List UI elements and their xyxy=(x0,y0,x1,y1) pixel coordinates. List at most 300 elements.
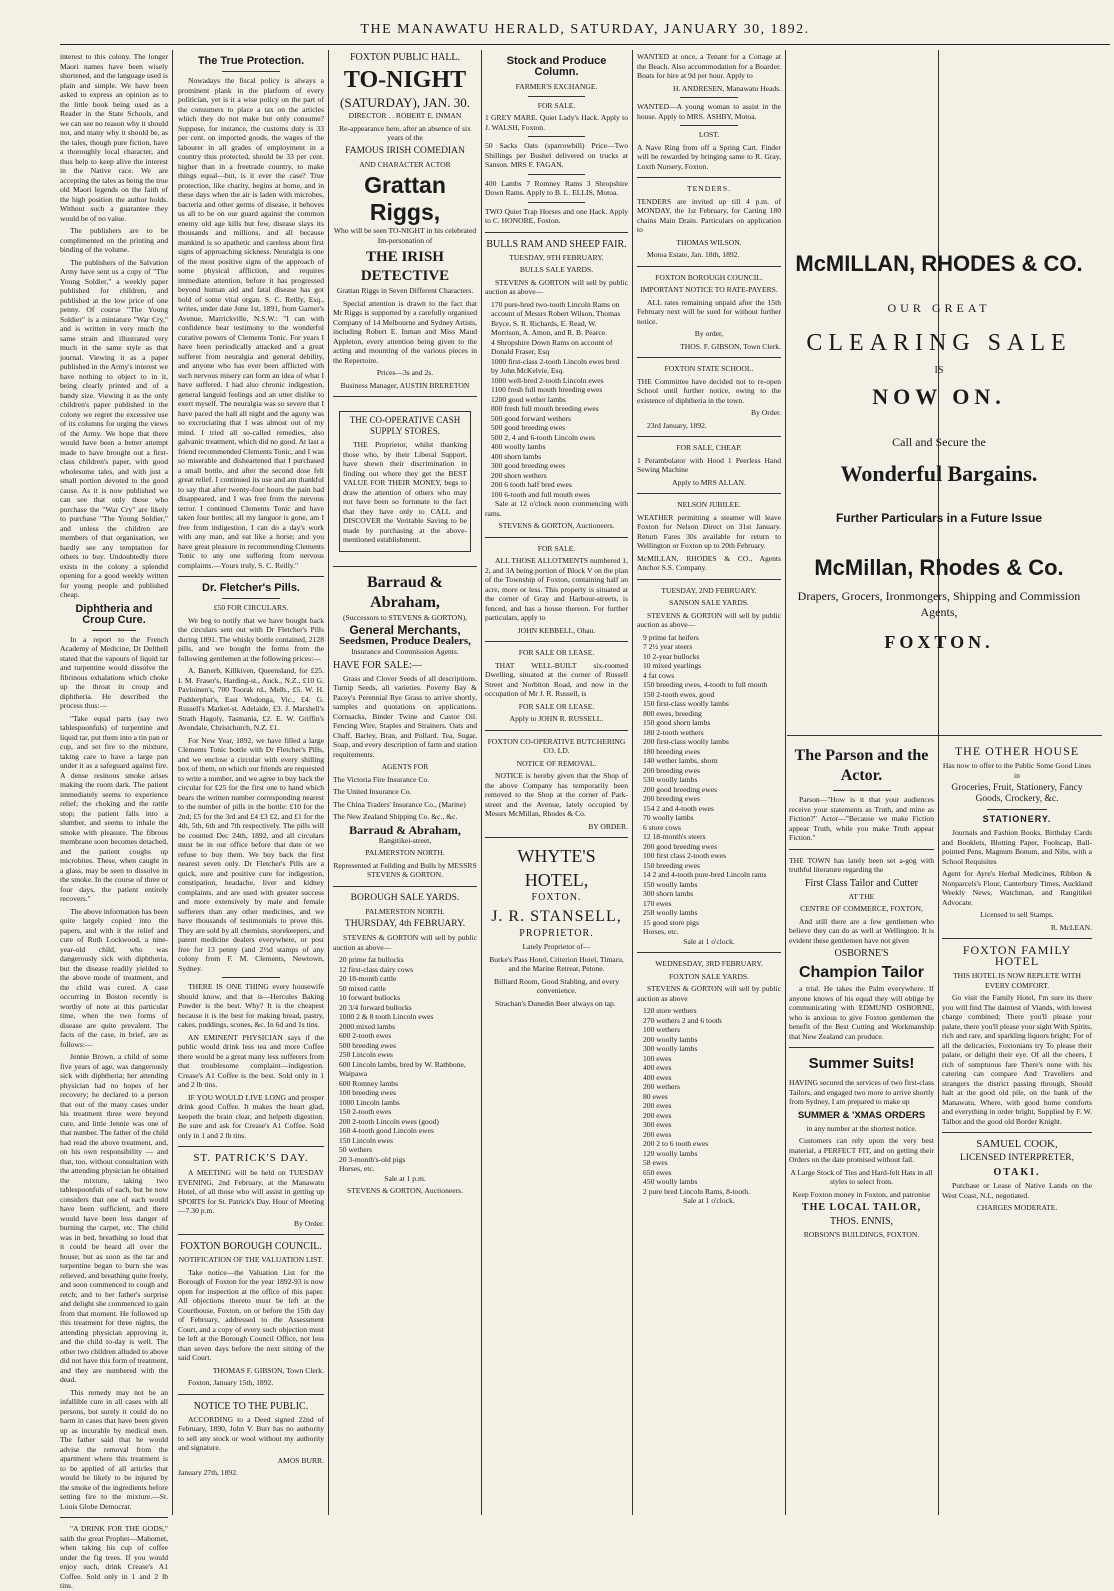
advert-text: Journals and Fashion Books, Birthday Cards and Booklets, Blotting Paper, Foolscap, Ball-pointed Pens, Magnum Bonum, and Nibs, with a School Requisites xyxy=(942,828,1092,866)
subheading: First Class Tailor and Cutter xyxy=(805,877,918,889)
headline: TO-NIGHT xyxy=(343,67,467,93)
divider xyxy=(637,357,781,358)
advert-text: Re-appearance here, after an absence of six years of the xyxy=(339,123,471,142)
headline: THE CO-OPERATIVE CASH SUPPLY STORES. xyxy=(349,415,461,436)
divider xyxy=(789,1047,934,1048)
advert-text: Sale at 1 o'clock. xyxy=(683,1196,735,1205)
advert-text: IF YOU WOULD LIVE LONG and prosper drink good Coffee. It makes the heart glad, keepeth the brain clear, and helpeth digestion. Be sure and ask for Crease's A1 Coffee. Sold only in 1 and 2 lb tins. xyxy=(178,1092,324,1140)
divider xyxy=(333,396,477,397)
advert-text: Sale at 12 o'clock noon commencing with rams. xyxy=(485,499,628,518)
column-3 xyxy=(333,52,477,1512)
divider xyxy=(942,1132,1092,1133)
article-text: "Take equal parts (say two tablespoonfuls) of turpentine and liquid tar, put them into a tin pan or cup, and set fire to the mixture, taking care to have a large pan under it as a safeguard against fire. A dense resinous smoke arises making the room dark. The patient immediately seems to experience relief; the choking and the rattle stop; the patient falls into a slumber, and seems to inhale the smoke with pleasure. The fibrous membrane soon becomes detached, and the patient coughs up microbites. These, when caught in a glass, may be seen to dissolve in the smoke. In the course of three or four days, the patient entirely recovers." xyxy=(60,713,168,903)
subheading: £50 FOR CIRCULARS. xyxy=(213,603,289,612)
headline: THE IRISH DETECTIVE xyxy=(360,249,450,284)
headline: Champion Tailor xyxy=(798,964,925,981)
list-item: 100 wethers xyxy=(643,1025,680,1034)
article-text: A. Banerb, Killkiven, Queensland, for £25. I. M. Fraser's, Harding-st., Auck., N.Z., £10 G. Pavloinen's, 700 Toorak rd., Melb., £5. W. H. Pudderphat's, East Wodonga, Vic., £4. G. Russell's Market-st. Adelaide, £3. J. Marshell's Strath Hagoly, Tasmania, £2. E. W. Griffin's Avondale, Christchurch, N.Z. £1. xyxy=(178,666,324,732)
list-item: 50 wethers xyxy=(339,1145,373,1154)
signature: H. ANDRESEN, Manawatu Heads. xyxy=(673,83,781,93)
list-item: 200 shorn wethers xyxy=(491,470,547,480)
subheading: AND CHARACTER ACTOR xyxy=(359,159,451,169)
list-item: 1200 good wether lambs xyxy=(491,394,566,404)
advert-text: Strachan's Dunedin Beer always on tap. xyxy=(495,998,616,1008)
headline: The True Protection. xyxy=(197,55,305,67)
article-text: The publishers are to be complimented on the printing and binding of the volume. xyxy=(60,226,168,254)
advert-text: TENDERS are invited up till 4 p.m. of MONDAY, the 1st February, for Carting 180 chains Main Drain. Particulars on application to xyxy=(637,196,781,234)
list-item: 58 ewes xyxy=(643,1158,668,1167)
divider xyxy=(637,177,781,178)
divider xyxy=(178,576,324,577)
list-item: 300 shorn lambs xyxy=(643,889,694,898)
date: Motoa Estate, Jan. 18th, 1892. xyxy=(647,250,740,259)
list-item: 530 woolly lambs xyxy=(643,775,698,784)
advert-text: ALL THOSE ALLOTMENTS numbered 1, 2, and 3A being portion of Block V on the plan of the Township of Foxton, containing half an acre, more or less. This property is situated at the corner of Gray and Harbour-streets, is fenced, and has a house thereon. For further particulars, apply to xyxy=(485,556,628,622)
divider xyxy=(178,1394,324,1395)
column-4 xyxy=(485,52,628,1512)
date: 23rd January, 1892. xyxy=(647,420,707,430)
advert-text: Billiard Room, Good Stabling, and every convenience. xyxy=(493,976,620,995)
date: TUESDAY, 2ND FEBRUARY. xyxy=(661,585,757,595)
advert-text: A Large Stock of Ties and Hard-felt Hats in all styles to select from. xyxy=(790,1167,933,1186)
divider xyxy=(333,566,477,567)
column-rule xyxy=(785,50,786,1515)
list-item: 70 woolly lambs xyxy=(643,813,694,822)
subheading: LICENSED INTERPRETER, xyxy=(960,1153,1074,1163)
list-item: 170 ewes xyxy=(643,898,672,908)
headline: FOXTON. xyxy=(884,632,994,652)
advert-text: Has now to offer to the Public Some Good Lines in xyxy=(942,761,1092,780)
divider xyxy=(222,598,280,599)
subheading: General Merchants, xyxy=(349,623,461,637)
divider xyxy=(637,493,781,494)
advert-text: in any number at the shortest notice. xyxy=(806,1123,917,1133)
address: Rangitikei-street, xyxy=(378,835,432,845)
list-item: 12 18-month's steers xyxy=(643,832,706,841)
advert-text: And still there are a few gentlemen who believe they can do as well at Wellington. It is evident these gentlemen have not given xyxy=(789,916,934,945)
subheading: SUMMER & 'XMAS ORDERS xyxy=(797,1109,926,1121)
subheading: FOR SALE. xyxy=(537,100,576,110)
list-item: 150 good shorn lambs xyxy=(643,718,711,727)
list-item: 200 6 tooth half bred ewes xyxy=(491,480,572,489)
list-item: 150 2-tooth ewes, good xyxy=(643,689,715,699)
advert-text: HAVING secured the services of two first-class Tailors, and engaged two more to arrive shortly from Sydney, I am prepared to make up xyxy=(789,1078,934,1106)
list-item: Horses, etc. xyxy=(643,927,679,936)
article-text: The above information has been quite largely copied into the papers, and with it the relief and cure of Ruth Lockwood, a nine-year-old child, who was dangerously sick with diphtheria, but the disease readily yielded to the above mode of treatment, and the child was cured. A case occurring in Boston recently is worthy of note at this particular time, when the two forms of disease are quite prevalent. The facts of the case, in brief, are as follows:— xyxy=(60,906,168,1049)
list-item: The New Zealand Shipping Co. &c., &c. xyxy=(333,812,458,821)
advert-text: Sale at 1 p.m. xyxy=(384,1173,426,1183)
list-item: 500 breeding ewes xyxy=(339,1040,396,1050)
list-item: 20 18-month cattle xyxy=(339,974,397,983)
list-item: 300 woolly lambs xyxy=(643,1044,698,1053)
subheading: FOR SALE. xyxy=(537,543,576,553)
advert-text: 1 GREY MARE. Quiet Lady's Hack. Apply to J. WALSH, Foxton. xyxy=(485,113,628,132)
headline: FOR SALE, CHEAP. xyxy=(676,443,742,452)
article-text: Parson—"How is it that your audiences receive your statements as Truth, and mine as Fiction?" Actor—"Because we make Fiction appear Truth, while you make Truth appear Fiction." xyxy=(789,795,934,842)
signature: McMILLAN, RHODES & CO., Agents Anchor S.S. Company. xyxy=(637,553,781,572)
column-5 xyxy=(637,52,781,1512)
list-item: 20 3-month's-old pigs xyxy=(339,1154,406,1164)
subheading: Insurance and Commission Agents. xyxy=(351,647,459,656)
address: ROBSON'S BUILDINGS, FOXTON. xyxy=(803,1230,920,1239)
headline: THE OTHER HOUSE xyxy=(954,744,1080,758)
list-item: 200 first-class woolly lambs xyxy=(643,737,729,746)
list-item: 14 2 and 4-tooth pure-bred Lincoln rams xyxy=(643,870,767,879)
headline: The Parson and the Actor. xyxy=(794,747,929,784)
list-item: 600 Lincoln lambs, bred by W. Rathbone, Waipawa xyxy=(339,1059,466,1078)
headline: NOW ON. xyxy=(872,384,1006,409)
column-rule xyxy=(172,50,173,1515)
headline: Stock and Produce Column. xyxy=(506,55,607,78)
list-item: The United Insurance Co. xyxy=(333,787,412,796)
masthead-rule xyxy=(60,44,1110,45)
divider xyxy=(178,1234,324,1235)
subheading: Seedsmen, Produce Dealers, xyxy=(339,635,471,647)
article-text: For New Year, 1892, we have filled a large Clements Tonic bottle with Dr Fletcher's Pills, and we enclose a circular with every shilling box of them, on which our friends are requested to write a number, and we agree to buy back the circular for £25 for the first one to hand which bears the written number corresponding nearest to the number of pills in the bottle: £10 for the 2nd; £5 for the 3rd and £4 £3 £2, and £1 for the 4th, 5th, 6th and 7th respectively. The pills will be counted Dec 24th, 1892, and all circulars must be in our office before that date or we refuse to buy them. We buy back the first nearest seven only. Dr Fletcher's Pills are a quick, sure and positive cure for indigestion, constipation, headache, liver and kidney complaints, and are used with greater success and more extensively by male and female sufferers than any other medicines, and we have thousands of testimonials to prove this. They are sold by all chemists, storekeepers, and patent medicine dealers everywhere, or post free for 13 penny (and 2½d stamps of any colony from F. M. Clements, Newtown, Sydney. xyxy=(178,735,324,973)
list-item: 4 Shropshire Down Rams on account of Donald Fraser, Esq xyxy=(491,337,613,356)
section-rule xyxy=(787,735,1102,738)
divider xyxy=(637,266,781,267)
list-item: 1000 first-class 2-tooth Lincoln ewes bred by John McKelvie, Esq. xyxy=(491,356,620,375)
advert-text: STEVENS & GORTON will sell by public auction as above xyxy=(637,984,781,1003)
list-item: 120 store wethers xyxy=(643,1006,697,1015)
list-item: 150 first-class woolly lambs xyxy=(643,699,729,708)
column-6-lower xyxy=(789,742,934,1512)
list-item: 150 woolly lambs xyxy=(643,879,698,889)
list-item: 200 breeding ewes xyxy=(643,794,700,803)
divider xyxy=(528,202,585,203)
subheading: Further Particulars in a Future Issue xyxy=(835,511,1043,525)
list-item: 400 ewes xyxy=(643,1063,672,1072)
headline: NOTICE TO THE PUBLIC. xyxy=(193,1400,309,1412)
list-item: 80 ewes xyxy=(643,1091,668,1101)
headline: CLEARING SALE xyxy=(806,330,1072,356)
date: (SATURDAY), JAN. 30. xyxy=(340,95,470,110)
subheading: (Successors to STEVENS & GORTON), xyxy=(342,612,468,622)
headline: WHYTE'S HOTEL, xyxy=(517,846,596,890)
list-item: 7 2½ year steers xyxy=(643,642,693,651)
divider xyxy=(485,641,628,642)
price: Prices—3s and 2s. xyxy=(376,368,434,377)
list-item: The China Traders' Insurance Co., (Marine) xyxy=(333,799,466,809)
signature: R. McLEAN. xyxy=(1050,922,1092,932)
divider xyxy=(528,174,585,175)
divider xyxy=(528,136,585,137)
advert-text: Apply to JOHN R. RUSSELL. xyxy=(509,714,604,723)
list-item: 15 good store pigs xyxy=(643,917,699,927)
signature: AMOS BURR. xyxy=(277,1455,324,1465)
subheading: OSBORNE'S xyxy=(834,948,889,959)
subheading: IMPORTANT NOTICE TO RATE-PAYERS. xyxy=(640,285,778,294)
signature: THOMAS F. GIBSON, Town Clerk. xyxy=(212,1365,324,1375)
list-item: 200 ewes xyxy=(643,1101,672,1110)
subheading: THE LOCAL TAILOR, xyxy=(801,1202,922,1213)
subheading: FOXTON SALE YARDS. xyxy=(669,971,749,981)
headline: Wonderful Bargains. xyxy=(840,461,1038,486)
address: PALMERSTON NORTH. xyxy=(365,848,445,857)
subheading: NOTIFICATION OF THE VALUATION LIST. xyxy=(178,1255,324,1264)
list-item: 200 woolly lambs xyxy=(643,1034,698,1044)
list-item: 400 woolly lambs xyxy=(491,442,546,451)
headline: SAMUEL COOK, xyxy=(976,1138,1058,1150)
advert-text: THERE IS ONE THING every housewife should know, and that is—Hercules Baking Powder is the best. Why? It is the cheapest because it is the best for making bread, pastry, cakes, puddings, scones, &c. In 6d and 1s tins. xyxy=(178,982,324,1029)
advert-text: THE Proprietor, whilst thanking those who, by their Liberal Support, have shewn their discrimination in finding out where they get the BEST VALUE FOR THEIR MONEY, begs to draw the attention of others who may not have been so fortunate to the fact that they have only to CALL and DISCOVER the Veritable Saving to be made by purchasing at the above-mentioned establishment. xyxy=(343,440,467,544)
headline: Summer Suits! xyxy=(808,1055,915,1072)
advert-box xyxy=(339,411,471,552)
date: THURSDAY, 4th FEBRUARY. xyxy=(344,919,466,929)
list-item: 180 2-tooth wethers xyxy=(643,727,704,737)
divider xyxy=(987,809,1047,810)
headline: Barraud & Abraham, xyxy=(349,822,461,837)
list-item: The Victoria Fire Insurance Co. xyxy=(333,774,430,784)
list-item: 20 3/4 forward bullocks xyxy=(339,1002,412,1012)
subheading: CENTRE OF COMMERCE, FOXTON, xyxy=(800,904,923,913)
list-item: 500 good forward wethers xyxy=(491,413,571,423)
list-item: 1000 Lincoln lambs xyxy=(339,1097,400,1107)
headline: NELSON JUBILEE. xyxy=(677,500,741,509)
notice-text: THE Committee have decided not to re-open School until further notice, owing to the existence of diphtheria in the town. xyxy=(637,376,781,405)
article-text: In a report to the French Academy of Medicine, Dr Delthell stated that the vapours of liquid tar and turpentine would dissolve the fibrinous exhalations which choke up the throat in croup and diphtheria. He described the process thus:— xyxy=(60,634,168,710)
advert-text: Call and Secure the xyxy=(892,435,986,449)
subheading: NOTICE OF REMOVAL. xyxy=(516,758,597,768)
advert-text: Customers can rely upon the very best material, a PERFECT FIT, and on getting their Orders on the date promised without fail. xyxy=(789,1136,934,1164)
signature: STEVENS & GORTON, Auctioneers. xyxy=(346,1186,464,1195)
article-text: interest to this colony. The longer Maori names have been wisely shortened, and the language used is plain and simple. We have been asked to express an opinion as to the little book being used as a Reader in the State Schools, and we can see no reason why it should not, and many why it should be, as the tales, though pure fiction, have a thoroughly local character, and thus help to keep alive the interest in the Native race. We are accepting the tales as being the true old Maori legends on the faith of the high position the author holds. Without such a guarantee they would be of no value. xyxy=(60,52,168,223)
list-item: 450 woolly lambs xyxy=(643,1177,698,1186)
divider xyxy=(485,837,628,838)
divider xyxy=(485,537,628,538)
advert-text: Represented at Feilding and Bulls by MESSRS STEVENS & GORTON. xyxy=(333,860,477,879)
headline: FOXTON FAMILY HOTEL xyxy=(962,943,1072,968)
column-1 xyxy=(60,52,168,1590)
advert-text: 1 Perambulator with Hood 1 Peerless Hand Sewing Machine xyxy=(637,455,781,474)
subheading: Groceries, Fruit, Stationery, Fancy Goods, Crockery, &c. xyxy=(951,783,1083,804)
divider xyxy=(637,952,781,953)
advert-text: "A DRINK FOR THE GODS," saith the great Prophet—Mahomet, when taking his cup of coffee under the fig trees. If you would enjoy such, drink Crease's A1 Coffee. Sold only in 1 and 2 lb tins. xyxy=(60,1524,168,1590)
list-item: Horses, etc. xyxy=(339,1164,375,1173)
list-item: 154 2 and 4-tooth ewes xyxy=(643,803,714,813)
date: January 27th, 1892. xyxy=(178,1468,238,1477)
list-item: 200 good breeding ewes xyxy=(643,841,718,851)
signature: THOMAS WILSON. xyxy=(676,237,742,247)
headline: McMillan, Rhodes & Co. xyxy=(814,555,1064,580)
headline: Barraud & Abraham, xyxy=(367,573,443,611)
list-item: 120 woolly lambs xyxy=(643,1148,698,1158)
headline: BULLS RAM AND SHEEP FAIR. xyxy=(486,238,627,250)
article-text: We beg to notify that we have bought back the circulars sent out with Dr Fletcher's Pills during 1891. The whisky bottle contained, 2128 pills, and we bought the forms from the following gentlemen at the following prices:— xyxy=(178,615,324,663)
advert-text: 400 Lambs 7 Romney Rams 3 Shropshire Down Rams. Apply to B. L. ELLIS, Motoa. xyxy=(485,178,628,197)
list-item: 150 Lincoln ewes xyxy=(339,1135,393,1145)
subheading: IS xyxy=(934,365,944,376)
subheading: FAMOUS IRISH COMEDIAN xyxy=(345,145,465,156)
list-item: 170 pure-bred two-tooth Lincoln Rams on account of Messrs Robert Wilson, Thomas Bryce, S. R. Richards, E. Read, W. Morrison, A. Amon, and R. B. Pearce. xyxy=(491,299,621,337)
advert-text: Licensed to sell Stamps. xyxy=(980,910,1054,919)
list-item: 200 2-tooth Lincoln ewes (good) xyxy=(339,1116,439,1126)
signature: By Order. xyxy=(294,1218,324,1228)
article-text: The publishers of the Salvation Army have sent us a copy of "The Young Soldier," a weekly paper published for children, and published at the low price of one penny. Of course "The Young Soldier" is a miniature "War Cry," and is written in very much the same strain and illustrated very much in the same style as that journal. Viewing it as a paper published in the Army's interest we have nothing to object to in it, being clearly printed and of a handy size. Viewing it as the only children's paper published in the colony we regret the excessive use of its columns for urging the views of the Army. We hope that there would have been a better attempt made to have brought out a first-class children's paper, with good wholesome tales, and with just a small portion devoted to the good cause. As it is now published we can see that only those who purchase the "War Cry" are likely to purchase "The Young Soldier," and unless the children are members of that organisation, we hardly see any temptation for others to buy. Undoubtedly there exists in the colony a splendid opening for a good weekly written for young people and published cheap. xyxy=(60,257,168,599)
headline: FOXTON BOROUGH COUNCIL. xyxy=(655,272,763,282)
headline: BOROUGH SALE YARDS. xyxy=(350,892,460,903)
advert-text: a trial. He takes the Palm everywhere. If anyone knows of his equal they will oblige by communicating with EDMUND OSBORNE, who is anxious to give Foxton gentlemen the benefit of the Best Cutting and Workmanship that New Zealand can produce. xyxy=(789,984,934,1041)
list-item: 500 2, 4 and 6-tooth Lincoln ewes xyxy=(491,432,595,442)
subheading: AGENTS FOR xyxy=(381,762,429,771)
subheading: FARMER'S EXCHANGE. xyxy=(515,82,598,91)
headline: FOXTON BOROUGH COUNCIL. xyxy=(180,1241,322,1252)
advert-text: Go visit the Family Hotel, I'm sure its there you will find The daintest of Viands, with lowest charge combined; There you'll please your palate, there you'll please your sight With Spirits, rich and rare, and sparkling liquors bright; For of all the delicacies, Foxtonians try To please their palate, or delight their eye. Of all the cheers, I rich of sumptuous fare There's none with his catering can compare And Travellers and strangers the district passing through, Should halt at the good old pile, on the bank of the Manawatu, Where, with good home comforts and everything in order bright, Supplied by F. W. Talbot and the good old Border Knight. xyxy=(942,993,1092,1126)
list-item: 200 ewes xyxy=(643,1110,672,1120)
article-text: This remedy may not be an infallible cure in all cases with all persons, but surely it could do no harm in cases that have been given up as incurable by medical men. The father said that he would advise the removal from the apartment where this treatment is to be applied of all articles that would be likely to be injured by the smoke of the ingredients before setting fire to the mixture.—St. Louis Globe Democrat. xyxy=(60,1387,168,1511)
advert-text: Lately Proprietor of— xyxy=(522,942,591,951)
divider xyxy=(789,849,934,850)
column-7 xyxy=(942,742,1092,1512)
advert-text: Who will be seen TO-NIGHT in his celebrated Im-personation of xyxy=(333,226,477,245)
divider xyxy=(680,97,738,98)
divider xyxy=(333,886,477,887)
list-item: 200 2 to 6 tooth ewes xyxy=(643,1139,709,1148)
date: WEDNESDAY, 3RD FEBRUARY. xyxy=(655,959,763,968)
notice-text: ACCORDING to a Deed signed 22nd of February, 1890, John V. Burr has no authority to sell any stock or wool without my authority and signature. xyxy=(178,1414,324,1452)
sale-list xyxy=(637,1006,781,1196)
list-item: 600 2-tooth ewes xyxy=(339,1031,392,1040)
credit: DIRECTOR . . ROBERT E. INMAN xyxy=(348,111,462,120)
credit: Business Manager, AUSTIN BRERETON xyxy=(340,380,470,390)
advert-text: STEVENS & GORTON will sell by public auction as above— xyxy=(485,277,628,296)
signature: JOHN KEBBELL, Ohau. xyxy=(517,625,596,635)
signature: By order, xyxy=(694,329,724,338)
column-2 xyxy=(178,52,324,1512)
subheading: PROPRIETOR. xyxy=(519,928,594,939)
divider xyxy=(942,938,1092,939)
list-item: 1100 fresh full mouth breeding ewes xyxy=(491,385,603,394)
divider xyxy=(680,125,738,126)
advert-text: STEVENS & GORTON will sell by public auction as above— xyxy=(637,610,781,629)
sale-list xyxy=(637,633,781,937)
list-item: 12 first-class dairy cows xyxy=(339,964,414,974)
advert-text: 50 Sacks Oats (sparrowbill) Price—Two Shillings per Bushel delivered on trucks at Sanson. MRS F. FAGAN. xyxy=(485,141,628,169)
article-text: Jennie Brown, a child of some five years of age, was dangerously sick with diphtheria; her attending physician had no hopes of her recovery; he declared to a person that out of the many cases under his treatment three were beyond cure, and little Jennie was one of that number. The father of the child had read the above treatment, and, on his own responsibility — and that, too, without consultation with the attending physician he obtained the mixture, taking two tablespoonfuls of each, but he now considers that one of each would have been sufficient, and there would have been less danger of burning the carpet, etc. The child was in bed, breathing so loud that it could be heard all over the house; but as soon as the tar and turpentine began to burn she was relieved, and breathing quite freely, and soon commenced to cough and retch; and to her father's surprise and delight she commenced to gain from that moment. He followed up this treatment for three nights, the attending physician approving it, and the child to-day is well. The other two children alluded to above did not have this form of treatment, and they are numbered with the dead. xyxy=(60,1052,168,1384)
headline: McMILLAN, RHODES & CO. xyxy=(795,251,1083,276)
advert-text: THE TOWN has lately been set a-gog with truthful literature regarding the xyxy=(789,855,934,874)
sale-list xyxy=(333,955,477,1174)
subheading: FOR SALE OR LEASE. xyxy=(518,648,595,657)
advert-text: Agent for Ayre's Herbal Medicines, Ribbon & Nonparcels's Flour, Canterbury Times, Auckland Weekly News, Watchman, and Rangitikei Advocate. xyxy=(942,869,1092,907)
list-item: 800 ewes, breeding xyxy=(643,708,702,718)
advert-text: AN EMINENT PHYSICIAN says if the public would drink less tea and more Coffee there would be a great many less sufferers from that troublesome complaint—indigestion. Crease's A1 Coffee is the best. Sold only in 1 and 2 lb tins. xyxy=(178,1032,324,1089)
advert-text: WANTED at once, a Tenant for a Cottage at the Beach. Also accommodation for a Boarder. Boats for hire at 9d per hour. Apply to xyxy=(637,52,781,80)
subheading: OTAKI. xyxy=(993,1167,1041,1178)
list-item: 258 woolly lambs xyxy=(643,908,698,917)
list-item: 500 good breeding ewes xyxy=(491,423,566,432)
list-item: 150 breeding ewes, 4-tooth to full mouth xyxy=(643,680,768,689)
divider xyxy=(60,1517,168,1518)
subheading: OUR GREAT xyxy=(887,301,991,315)
advert-text: WEATHER permitting a steamer will leave Foxton for Nelson Direct on 31st January. Return Fares 30s available for return to Wellington or Foxton up to 20th February. xyxy=(637,512,781,550)
advert-text: Drapers, Grocers, Ironmongers, Shipping and Commission Agents, xyxy=(797,589,1081,619)
divider xyxy=(485,232,628,233)
signature: By Order. xyxy=(751,408,781,417)
subheading: BULLS SALE YARDS. xyxy=(519,265,594,274)
headline: FOXTON CO-OPERATIVE BUTCHERING CO. LD. xyxy=(487,736,626,755)
subheading: FOR SALE OR LEASE. xyxy=(518,701,595,711)
divider xyxy=(528,96,585,97)
headline: Dr. Fletcher's Pills. xyxy=(202,582,300,594)
list-item: 200 good breeding ewes xyxy=(643,784,718,794)
list-item: 200 wethers xyxy=(643,1082,680,1091)
list-item: 20 prime fat bullocks xyxy=(339,955,404,964)
list-item: 600 Romney lambs xyxy=(339,1078,399,1088)
column-rule xyxy=(481,50,482,1515)
signature: STEVENS & GORTON, Auctioneers. xyxy=(498,521,615,530)
divider xyxy=(637,436,781,437)
column-rule xyxy=(632,50,633,1515)
list-item: 10 2-year bullocks xyxy=(643,651,700,661)
divider xyxy=(637,579,781,580)
subheading: SANSON SALE YARDS. xyxy=(669,598,749,607)
list-item: 4 fat cows xyxy=(643,670,675,680)
list-item: 160 4-tooth good Lincoln ewes xyxy=(339,1126,434,1135)
advert-text: Grass and Clover Seeds of all descriptions. Turnip Seeds, all varieties. Poverty Bay & Pacey's Perennial Rye Grass to arrive shortly, samples and quotations on applications. Cornsacks, Binder Twine and Castor Oil. Fencing Wire, Staples and Strainers. Oats and Chaff, Barley, Bran, and Pollard. Tea, Sugar, Soap, and every description of farm and station requirements. xyxy=(333,673,477,759)
list-item: 650 ewes xyxy=(643,1167,672,1177)
date: Foxton, January 15th, 1892. xyxy=(188,1378,274,1387)
subheading: PALMERSTON NORTH. xyxy=(365,906,445,916)
subheading: AT THE xyxy=(848,891,875,901)
list-item: 50 mixed cattle xyxy=(339,983,386,993)
advert-text: Burke's Pass Hotel, Criterion Hotel, Timaru, and the Marine Retreat, Petone. xyxy=(489,954,624,973)
list-item: 300 good breeding ewes xyxy=(491,461,566,470)
advert-text: Keep Foxton money in Foxton, and patronise xyxy=(792,1189,931,1199)
sale-list xyxy=(485,300,628,500)
list-item: 400 shorn lambs xyxy=(491,451,542,461)
subheading: THOS. ENNIS, xyxy=(829,1216,894,1227)
headline: Diphtheria and Croup Cure. xyxy=(75,602,153,626)
advert-text: STEVENS & GORTON will sell by public auction as above— xyxy=(333,933,477,952)
signature: BY ORDER. xyxy=(588,821,628,831)
list-item: 100 breeding ewes xyxy=(339,1088,396,1097)
advert-text: THAT WELL-BUILT six-roomed Dwelling, situated at the corner of Russell Street and Norbiton Road, and now in the occupation of Mr J. R. Russell, is xyxy=(485,660,628,698)
article-text: Nowadays the fiscal policy is always a prominent plank in the platform of every politician, yet is it a wise policy on the part of the consumers to place a tax on the articles which they do not make but only consume? Suppose, for instance, the customs duty is 33 per cent. on imported goods, the wages of the labourer in all grades of employment in a country thus protected, should be 33 per cent. higher than in a freetrade country, to make things equal—but, is it ever the case? True protection, like charity, begins at home, and in these days when the air is laden with microbes, bacteria and other germs of disease, it behoves us all to be on our guard against the common enemy old age kills but few, disease slays its thousands and millions, and all because mankind is so apathetic and careless about first signs of approaching sickness. Neuralgia is one of the most positive signs of the approach of some physical affliction, and requires immediate attention, before it has progressed beyond human aid and fatal disease has got hold of some vital organ. S. C. Reilly, Esq., writes, under date June 1st, 1891, from Garner's Avenue, Marrickville, N.S.W.: "I can with confidence bear testimony to the wonderful curative powers of Clements Tonic. For years I have been periodically attacked and a great sufferer from neuralgia and general debility, and anyone who has ever been afflicted with such nervous misery can form an idea of what I have suffered. I had also chronic indigestion, general languid feelings and an utter dislike to exert myself. The neuralgia was so severe that I have paced the hall all night and the agony was so excruciating that I was almost out of my mind. I tried all so-called remedies, also galvanic treatment, which did no good. At last a friend recommended Clements Tonic, and I was so miserable and disheartened that I purchased a small bottle, and after the second dose felt great relief. I continued its use and am thankful to say that after twenty-four hours the pain had disappeared, and I was free from the nervous terror. I continued Clements Tonic and have taken four bottles; all my languor is gone, am I free from indigestion, I can do a day's work with any man, and eat like a horse; and you have great pleasure in recommending Clements Tonic to any one suffering from nervous complaints.—Yours truly, S. C. Reilly." xyxy=(178,76,324,570)
list-item: 1000 well-bred 2-tooth Lincoln ewes xyxy=(491,375,604,385)
notice-text: ALL rates remaining unpaid after the 15th February next will be sued for without further notice. xyxy=(637,297,781,326)
list-item: 140 wether lambs, shorn xyxy=(643,756,718,765)
headline: TENDERS. xyxy=(686,184,732,193)
subheading: LOST. xyxy=(698,130,720,139)
advert-text: Sale at 1 o'clock. xyxy=(683,936,735,946)
list-item: 200 ewes xyxy=(643,1129,672,1139)
divider xyxy=(92,630,135,631)
masthead: THE MANAWATU HERALD, SATURDAY, JANUARY 30, 1892. xyxy=(360,22,810,37)
headline: ST. PATRICK'S DAY. xyxy=(193,1152,309,1164)
list-item: 2 pure bred Lincoln Rams, 8-tooth. xyxy=(643,1186,750,1196)
date: TUESDAY, 9TH FEBRUARY. xyxy=(509,252,604,262)
advert-text: Grattan Riggs in Seven Different Characters. xyxy=(336,286,474,295)
list-item: 250 Lincoln ewes xyxy=(339,1050,393,1059)
divider xyxy=(178,1146,324,1147)
advert-text: A Nave Ring from off a Spring Cart. Finder will be rewarded by bringing same to R. Gray, Loxth Nursery, Foxton. xyxy=(637,142,781,171)
notice-text: NOTICE is hereby given that the Shop of the above Company has temporarily been removed to the Shop at the corner of Park-street and the Avenue, lately occupied by Messrs McMillan, Rhodes & Co. xyxy=(485,771,628,818)
list-item: 1000 2 & 8 tooth Lincoln ewes xyxy=(339,1012,434,1021)
advert-text: CHARGES MODERATE. xyxy=(976,1203,1058,1212)
subheading: STATIONERY. xyxy=(982,814,1052,824)
list-item: 100 first class 2-tooth ewes xyxy=(643,851,727,860)
subheading: FOXTON. xyxy=(531,892,582,903)
list-item: 10 forward bullocks xyxy=(339,993,401,1002)
list-item: 200 breeding ewes xyxy=(643,765,700,775)
advert-text: Apply to MRS ALLAN. xyxy=(672,477,746,487)
headline: J. R. STANSELL, xyxy=(491,908,622,925)
advert-text: Special attention is drawn to the fact that Mr Riggs is supported by a carefully organised Company of 14 Melbourne and Sydney Artists, including Robert E. Inman and Miss Maud Appleton, every attention being given to the acting and mounting of the various pieces in the Repertoire. xyxy=(333,298,477,365)
signature: THOS. F. GIBSON, Town Clerk. xyxy=(680,341,781,351)
list-item: 9 prime fat heifers xyxy=(643,632,699,642)
